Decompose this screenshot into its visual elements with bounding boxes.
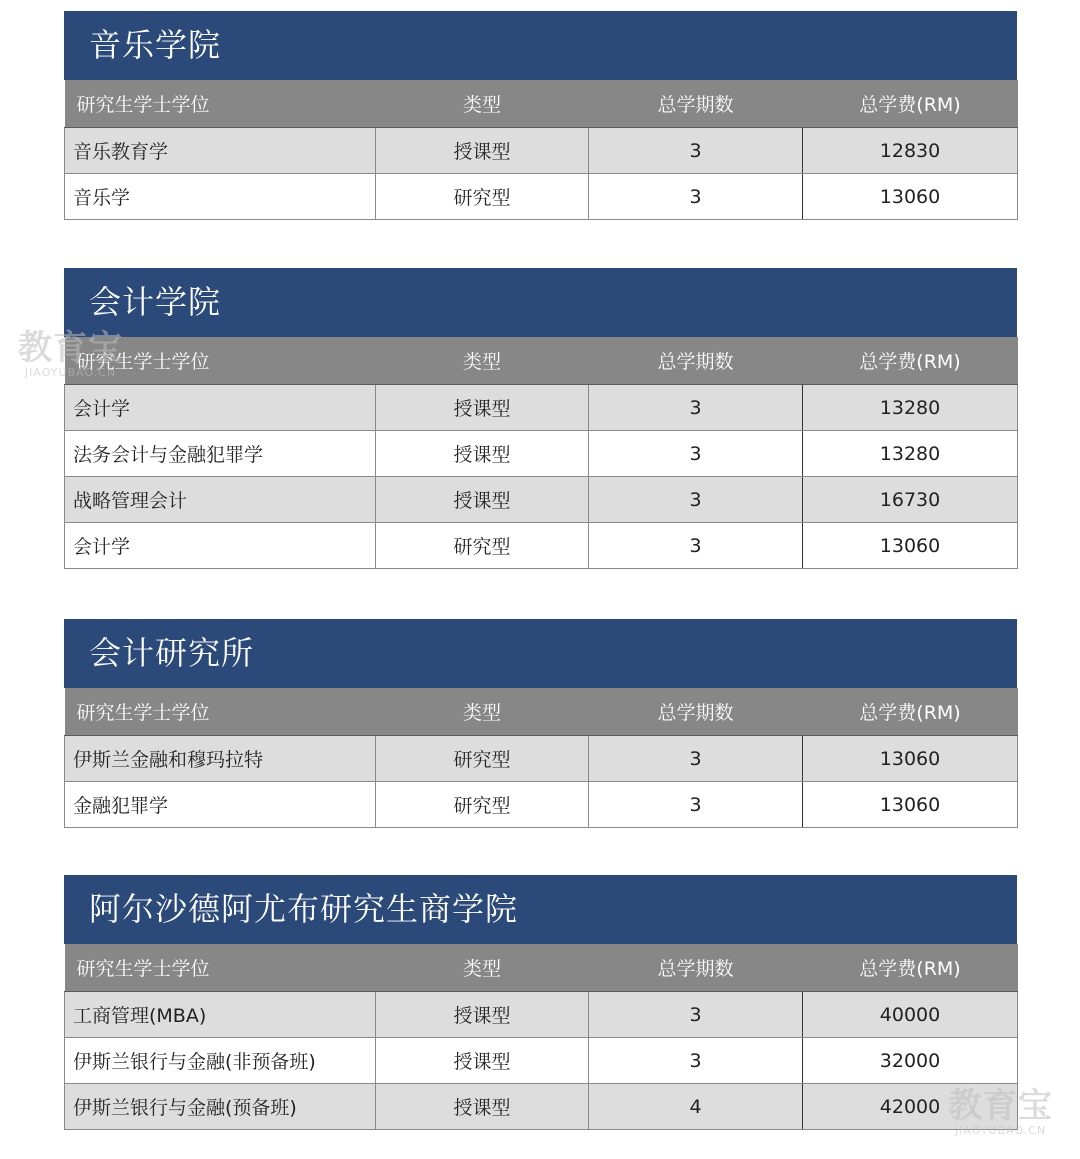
table-row [65,385,1018,431]
header-degree: 研究生学士学位 [65,944,376,992]
degree-cell: 音乐学 [65,174,376,220]
header-type: 类型 [376,688,589,736]
header-degree: 研究生学士学位 [65,688,376,736]
degree-cell: 伊斯兰金融和穆玛拉特 [65,736,376,782]
header-tuition: 总学费(RM) [803,80,1018,128]
table-row [65,992,1018,1038]
type-cell: 授课型 [376,431,589,477]
header-semesters: 总学期数 [589,80,803,128]
degree-cell: 金融犯罪学 [65,782,376,828]
semesters-cell: 3 [589,477,803,523]
fee-table [64,688,1018,828]
tuition-cell: 32000 [803,1038,1018,1084]
type-cell: 研究型 [376,782,589,828]
tuition-cell: 12830 [803,128,1018,174]
table-row [65,174,1018,220]
section-title: 会计研究所 [64,619,1017,688]
table-row [65,736,1018,782]
table-row [65,523,1018,569]
header-tuition: 总学费(RM) [803,337,1018,385]
type-cell: 授课型 [376,1084,589,1130]
section-title: 音乐学院 [64,11,1017,80]
header-type: 类型 [376,337,589,385]
header-semesters: 总学期数 [589,688,803,736]
tuition-cell: 13060 [803,782,1018,828]
watermark-text: 教育宝 [948,1086,1053,1126]
tuition-cell: 13060 [803,174,1018,220]
tuition-cell: 40000 [803,992,1018,1038]
table-row [65,1038,1018,1084]
header-tuition: 总学费(RM) [803,688,1018,736]
table-header-row [65,337,1018,385]
tuition-cell: 42000 [803,1084,1018,1130]
degree-cell: 战略管理会计 [65,477,376,523]
tuition-cell: 16730 [803,477,1018,523]
degree-cell: 工商管理(MBA) [65,992,376,1038]
type-cell: 研究型 [376,523,589,569]
table-row [65,431,1018,477]
header-semesters: 总学期数 [589,337,803,385]
section-music [64,11,1017,220]
header-degree: 研究生学士学位 [65,337,376,385]
header-type: 类型 [376,944,589,992]
header-degree: 研究生学士学位 [65,80,376,128]
table-row [65,477,1018,523]
tuition-cell: 13060 [803,523,1018,569]
watermark-text: 教育宝 [18,328,123,368]
watermark-url: JIAOYUBAO.CN [24,366,117,379]
semesters-cell: 3 [589,174,803,220]
degree-cell: 伊斯兰银行与金融(预备班) [65,1084,376,1130]
degree-cell: 伊斯兰银行与金融(非预备班) [65,1038,376,1084]
type-cell: 授课型 [376,385,589,431]
type-cell: 授课型 [376,1038,589,1084]
table-row [65,1084,1018,1130]
tuition-cell: 13280 [803,385,1018,431]
header-type: 类型 [376,80,589,128]
type-cell: 研究型 [376,736,589,782]
section-title: 会计学院 [64,268,1017,337]
semesters-cell: 3 [589,128,803,174]
header-tuition: 总学费(RM) [803,944,1018,992]
table-header-row [65,944,1018,992]
type-cell: 授课型 [376,992,589,1038]
fee-table [64,337,1018,569]
table-header-row [65,80,1018,128]
section-accounting-institute [64,619,1017,828]
header-semesters: 总学期数 [589,944,803,992]
degree-cell: 会计学 [65,523,376,569]
degree-cell: 会计学 [65,385,376,431]
degree-cell: 法务会计与金融犯罪学 [65,431,376,477]
section-title: 阿尔沙德阿尤布研究生商学院 [64,875,1017,944]
type-cell: 研究型 [376,174,589,220]
type-cell: 授课型 [376,128,589,174]
section-accounting [64,268,1017,569]
semesters-cell: 3 [589,523,803,569]
semesters-cell: 3 [589,782,803,828]
table-header-row [65,688,1018,736]
degree-cell: 音乐教育学 [65,128,376,174]
watermark-url: JIAOYUBAO.CN [954,1124,1047,1137]
tuition-cell: 13060 [803,736,1018,782]
section-business-school [64,875,1017,1130]
semesters-cell: 4 [589,1084,803,1130]
table-row [65,128,1018,174]
type-cell: 授课型 [376,477,589,523]
tuition-cell: 13280 [803,431,1018,477]
semesters-cell: 3 [589,1038,803,1084]
fee-table [64,80,1018,220]
semesters-cell: 3 [589,736,803,782]
semesters-cell: 3 [589,385,803,431]
fee-table [64,944,1018,1130]
semesters-cell: 3 [589,431,803,477]
table-row [65,782,1018,828]
semesters-cell: 3 [589,992,803,1038]
